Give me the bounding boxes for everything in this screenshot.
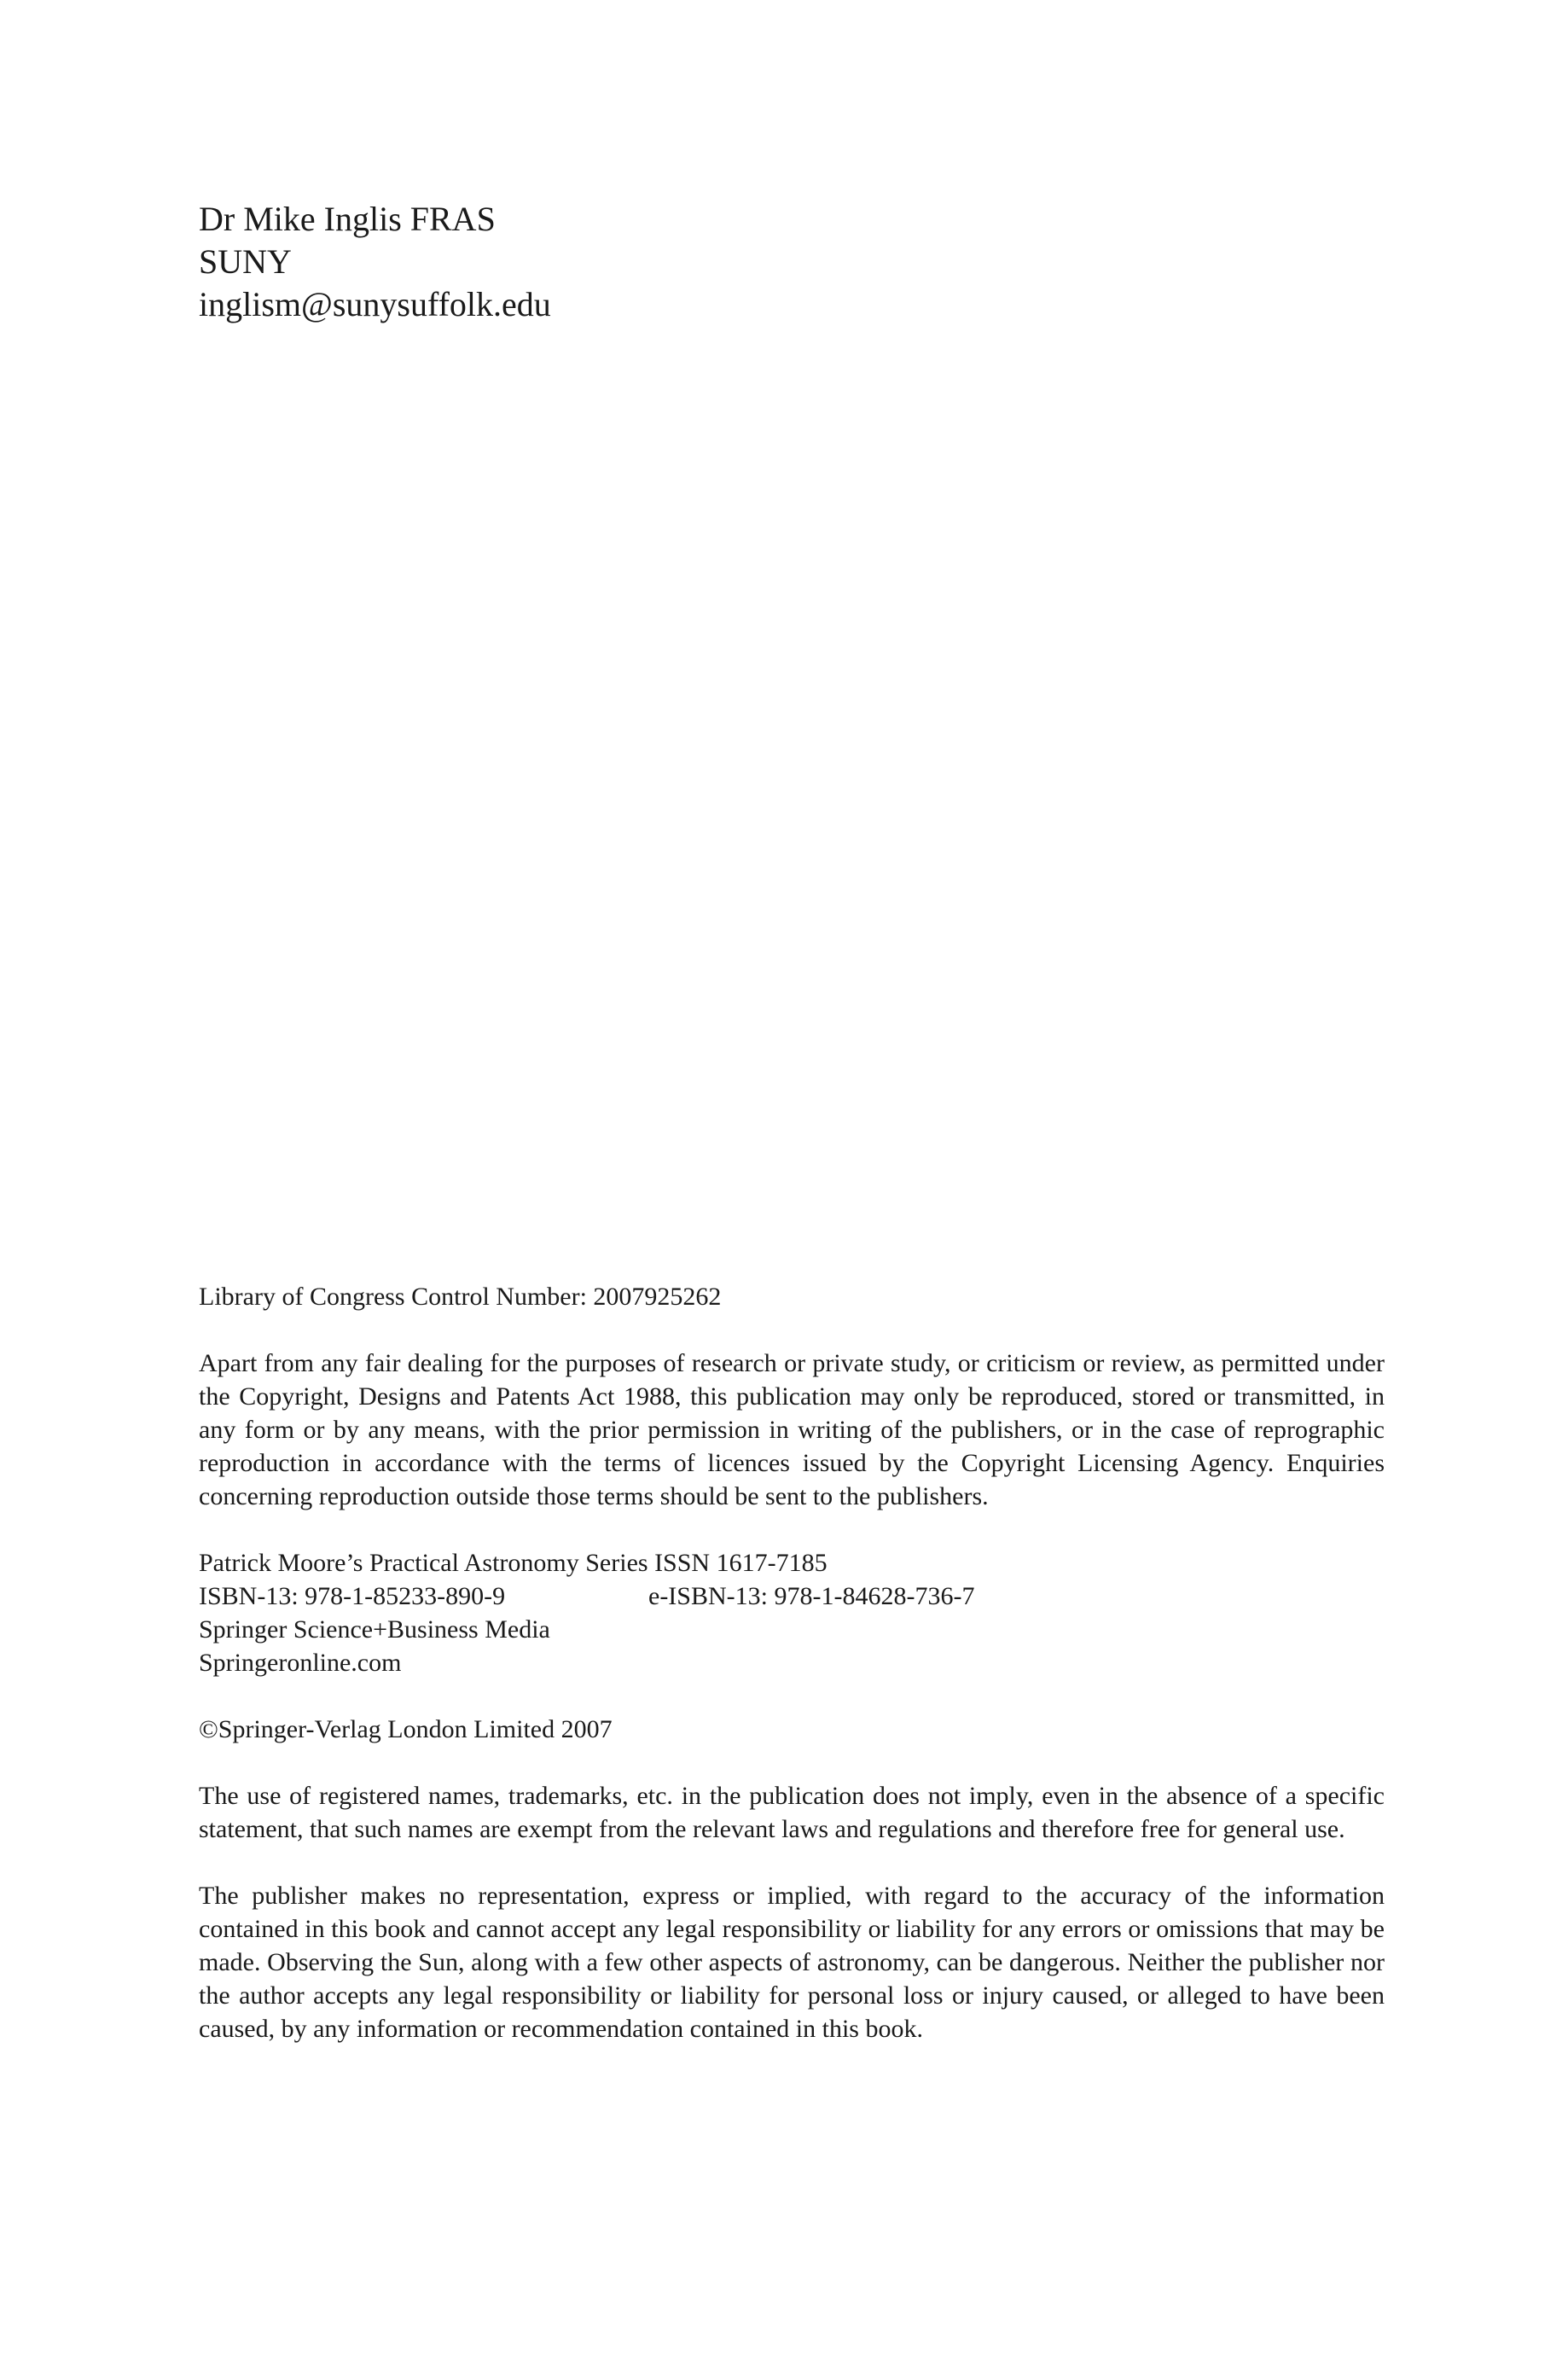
copyright-line: ©Springer-Verlag London Limited 2007: [199, 1715, 613, 1743]
publication-details: [199, 1546, 1385, 1679]
author-block: [199, 198, 551, 326]
imprint-block: [199, 1280, 1385, 2079]
series-line: Patrick Moore’s Practical Astronomy Series ISSN 1617-7185: [199, 1549, 828, 1577]
lccn-line: Library of Congress Control Number: 2007925262: [199, 1283, 722, 1311]
author-email: inglism@sunysuffolk.edu: [199, 285, 551, 323]
liability-disclaimer: The publisher makes no representation, express or implied, with regard to the accuracy of the information contained in this book and cannot accept any legal responsibility or liability for any errors or omissions that may be made. Observing the Sun, along with a few other aspects of astronomy, can be dangerous. Neither the publisher nor the author accepts any legal responsibility or liability for personal loss or injury caused, or alleged to have been caused, by any information or recommendation contained in this book.: [199, 1882, 1385, 2043]
publisher-website: Springeronline.com: [199, 1649, 402, 1677]
copyright-notice: Apart from any fair dealing for the purposes of research or private study, or criticism or review, as permitted under the Copyright, Designs and Patents Act 1988, this publication may only be reproduced, stored or transmitted, in any form or by any means, with the prior permission in writing of the publishers, or in the case of reprographic reproduction in accordance with the terms of licences issued by the Copyright Licensing Agency. Enquiries concerning reproduction outside those terms should be sent to the publishers.: [199, 1349, 1385, 1510]
isbn-row: [199, 1580, 1385, 1613]
author-affiliation: SUNY: [199, 242, 292, 281]
publisher-name: Springer Science+Business Media: [199, 1615, 550, 1644]
author-name: Dr Mike Inglis FRAS: [199, 200, 496, 238]
e-isbn: e-ISBN-13: 978-1-84628-736-7: [648, 1582, 975, 1610]
isbn: ISBN-13: 978-1-85233-890-9: [199, 1582, 506, 1610]
trademark-notice: The use of registered names, trademarks, etc. in the publication does not imply, even in the absence of a specific statement, that such names are exempt from the relevant laws and regulations and therefore free for general use.: [199, 1782, 1385, 1843]
